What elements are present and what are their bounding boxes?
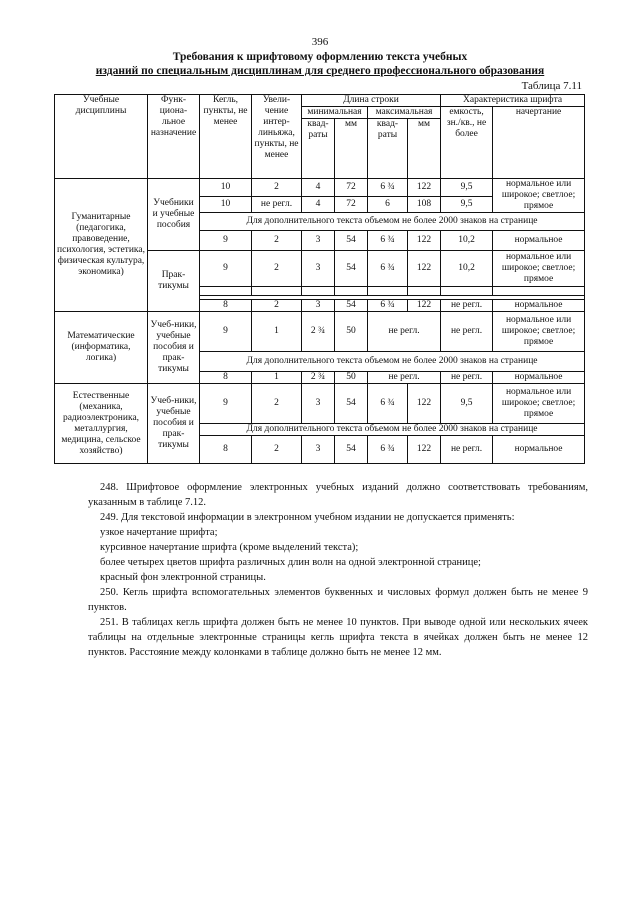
cell: 122 (408, 436, 441, 464)
header-disciplines: Учебные дисциплины (55, 95, 148, 179)
function-practicums: Прак-тикумы (148, 251, 200, 312)
cell: 54 (335, 300, 368, 312)
cell: 2 ¾ (302, 312, 335, 352)
cell: 122 (408, 384, 441, 424)
cell: не регл. (441, 436, 493, 464)
header-mm: мм (408, 119, 441, 179)
cell (252, 287, 302, 296)
header-interline: Увели-чение интер-линьяжа, пункты, не менее (252, 95, 302, 179)
cell: нормальное или широкое; светлое; прямое (493, 384, 585, 424)
cell: 3 (302, 300, 335, 312)
header-style: начертание (493, 107, 585, 179)
cell: 9 (200, 251, 252, 287)
cell: 6 ¾ (368, 231, 408, 251)
cell: 4 (302, 197, 335, 213)
cell: 2 ¾ (302, 372, 335, 384)
cell: 8 (200, 372, 252, 384)
cell: нормальное (493, 231, 585, 251)
header-function: Функ-циона-льное назначение (148, 95, 200, 179)
cell (302, 287, 335, 296)
list-item: красный фон электронной страницы. (100, 572, 266, 583)
cell: 54 (335, 251, 368, 287)
requirements-table (54, 94, 585, 464)
discipline-natural: Естественные (механика, радиоэлектроника, металлургия, медицина, сельское хозяйство) (55, 384, 148, 464)
cell: не регл. (252, 197, 302, 213)
cell: 122 (408, 179, 441, 197)
cell: 3 (302, 436, 335, 464)
header-squares: квад-раты (368, 119, 408, 179)
cell: нормальное (493, 436, 585, 464)
title-line-1: Требования к шрифтовому оформлению текста учебных (172, 51, 468, 63)
header-squares: квад-раты (302, 119, 335, 179)
cell (493, 287, 585, 296)
cell: 1 (252, 312, 302, 352)
cell: нормальное (493, 300, 585, 312)
cell: нормальное или широкое; светлое; прямое (493, 179, 585, 213)
header-max: максимальная (368, 107, 441, 119)
document-title (40, 50, 600, 78)
cell: 2 (252, 384, 302, 424)
cell: 54 (335, 436, 368, 464)
header-font-char: Характеристика шрифта (441, 95, 585, 107)
function-all: Учеб-ники, учебные пособия и прак-тикумы (148, 384, 200, 464)
paragraph-250: 250. Кегль шрифта вспомогательных элементов буквенных и числовых формул должен быть не менее 9 пунктов. (88, 587, 588, 613)
header-capacity: емкость, зн./кв., не более (441, 107, 493, 179)
cell: 9,5 (441, 197, 493, 213)
paragraph-251: 251. В таблицах кегль шрифта должен быть не менее 10 пунктов. При выводе одной или нескольких ячеек таблицы на отдельные электронные страницы кегль шрифта текста в ячейках должен быть не менее 12 пунктов. Расстояние между колонками в таблице должно быть не менее 12 мм. (88, 617, 588, 658)
cell: 2 (252, 179, 302, 197)
list-item: узкое начертание шрифта; (100, 527, 218, 538)
cell (200, 287, 252, 296)
cell: не регл. (441, 300, 493, 312)
cell: 9 (200, 312, 252, 352)
cell: 4 (302, 179, 335, 197)
cell: 2 (252, 231, 302, 251)
cell: 10 (200, 179, 252, 197)
table-row (55, 312, 585, 352)
cell: 122 (408, 300, 441, 312)
cell: 6 ¾ (368, 251, 408, 287)
cell: 8 (200, 300, 252, 312)
table-row (55, 384, 585, 424)
cell: 8 (200, 436, 252, 464)
discipline-humanities: Гуманитарные (педагогика, правоведение, психология, эстетика, физическая культура, экономика) (55, 179, 148, 312)
cell: 72 (335, 197, 368, 213)
note-row: Для дополнительного текста объемом не более 2000 знаков на странице (200, 352, 585, 372)
cell: 54 (335, 231, 368, 251)
cell: нормальное или широкое; светлое; прямое (493, 251, 585, 287)
header-mm: мм (335, 119, 368, 179)
header-min: минимальная (302, 107, 368, 119)
cell: 2 (252, 300, 302, 312)
paragraph-248: 248. Шрифтовое оформление электронных учебных изданий должно соответствовать требованиям, указанным в таблице 7.12. (88, 482, 588, 508)
list-item: более четырех цветов шрифта различных длин волн на одной электронной странице; (100, 557, 481, 568)
cell: 6 (368, 197, 408, 213)
table-row (55, 179, 585, 197)
cell: 50 (335, 312, 368, 352)
function-all: Учеб-ники, учебные пособия и прак-тикумы (148, 312, 200, 384)
note-row: Для дополнительного текста объемом не более 2000 знаков на странице (200, 213, 585, 231)
paragraph-249: 249. Для текстовой информации в электронном учебном издании не допускается применять: (100, 512, 515, 523)
cell: 9 (200, 231, 252, 251)
cell: 122 (408, 231, 441, 251)
cell (441, 287, 493, 296)
function-textbooks: Учебники и учебные пособия (148, 179, 200, 251)
cell: 9 (200, 384, 252, 424)
header-row (55, 95, 585, 107)
cell: 9,5 (441, 179, 493, 197)
cell: 2 (252, 251, 302, 287)
cell: 10 (200, 197, 252, 213)
cell: 6 ¾ (368, 436, 408, 464)
cell: 3 (302, 251, 335, 287)
table-label: Таблица 7.11 (521, 80, 582, 92)
body-text (88, 480, 588, 660)
cell: 108 (408, 197, 441, 213)
cell: 50 (335, 372, 368, 384)
cell: не регл. (368, 372, 441, 384)
title-line-2: изданий по специальным дисциплинам для среднего профессионального образования (95, 65, 545, 77)
cell: 10,2 (441, 231, 493, 251)
header-kegl: Кегль, пункты, не менее (200, 95, 252, 179)
cell: 2 (252, 436, 302, 464)
cell: 1 (252, 372, 302, 384)
cell (408, 287, 441, 296)
cell: 10,2 (441, 251, 493, 287)
cell: 9,5 (441, 384, 493, 424)
cell: не регл. (368, 312, 441, 352)
discipline-math: Математические (информатика, логика) (55, 312, 148, 384)
header-line-length: Длина строки (302, 95, 441, 107)
cell: 72 (335, 179, 368, 197)
cell: 3 (302, 231, 335, 251)
cell: 122 (408, 251, 441, 287)
cell: 3 (302, 384, 335, 424)
page-number: 396 (311, 36, 329, 48)
cell: нормальное или широкое; светлое; прямое (493, 312, 585, 352)
cell: 54 (335, 384, 368, 424)
note-row: Для дополнительного текста объемом не более 2000 знаков на странице (200, 424, 585, 436)
cell: 6 ¾ (368, 179, 408, 197)
cell: нормальное (493, 372, 585, 384)
cell: 6 ¾ (368, 300, 408, 312)
cell: не регл. (441, 372, 493, 384)
cell: 6 ¾ (368, 384, 408, 424)
cell (335, 287, 368, 296)
cell: не регл. (441, 312, 493, 352)
list-item: курсивное начертание шрифта (кроме выделений текста); (100, 542, 359, 553)
cell (368, 287, 408, 296)
